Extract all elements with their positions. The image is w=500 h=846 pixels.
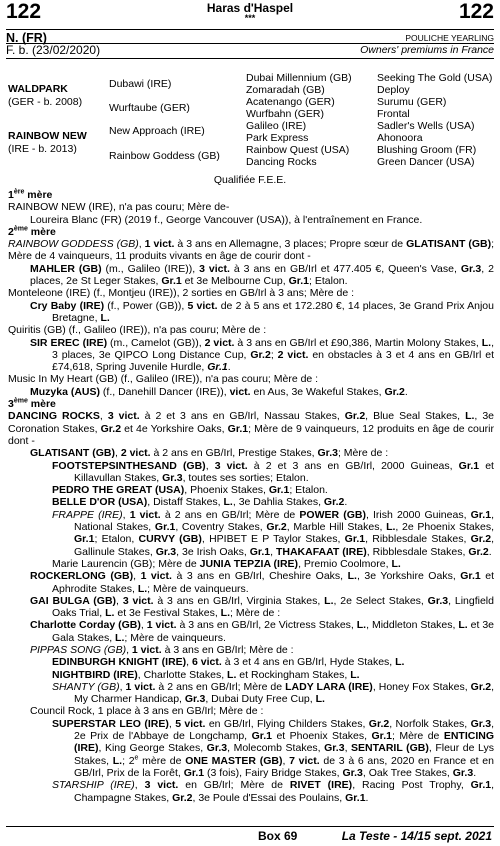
pedigree-gen4-5: Sadler's Wells (USA): [377, 120, 475, 132]
horse-name: N. (FR): [6, 31, 47, 45]
pedigree-gen3-5: Galileo (IRE): [246, 120, 307, 132]
produce-entry: EDINBURGH KNIGHT (IRE), 6 vict. à 3 et 4 ans en GB/Irl, Hyde Stakes, L.: [52, 656, 405, 669]
footer-divider: [6, 826, 494, 827]
pedigree-gen3-6: Park Express: [246, 132, 309, 144]
qualification-note: Qualifiée F.E.E.: [213, 174, 287, 186]
produce-entry: Marie Laurencin (GB); Mère de JUNIA TEPZIA (IRE), Premio Coolmore, L.: [52, 557, 401, 570]
produce-entry: NIGHTBIRD (IRE), Charlotte Stakes, L. et Rockingham Stakes, L.: [52, 668, 360, 681]
pedigree-gen4-7: Blushing Groom (FR): [377, 144, 477, 156]
produce-entry: Council Rock, 1 place à 3 ans en GB/Irl; Mère de :: [30, 705, 264, 718]
produce-entry: Charlotte Corday (GB), 1 vict. à 3 ans en GB/Irl, 2e Victress Stakes, L., Middleton Stakes, L. et 3e Gala Stakes, L.; Mère de vainqueurs.: [30, 619, 494, 644]
pedigree-gen3-1: Dubai Millennium (GB): [246, 72, 352, 84]
produce-entry: MAHLER (GB) (m., Galileo (IRE)), 3 vict. à 3 ans en GB/Irl et 477.405 €, Queen's Vase, Gr.3, 2 places, 2e St Leger Stakes, Gr.1 et 3e Melbourne Cup, Gr.1; Etalon.: [30, 262, 494, 288]
third-dam-heading: 3ème mère: [8, 397, 56, 411]
dam-name: RAINBOW NEW: [8, 130, 87, 142]
produce-entry: Cry Baby (IRE) (f., Power (GB)), 5 vict. de 2 à 5 ans et 172.280 €, 14 places, 3e Grand Prix Anjou Bretagne, L.: [30, 299, 494, 324]
pedigree-gen3-4: Wurfbahn (GER): [246, 108, 324, 120]
produce-entry: PEDRO THE GREAT (USA), Phoenix Stakes, Gr.1; Etalon.: [52, 484, 328, 497]
produce-entry: GLATISANT (GB), 2 vict. à 2 ans en GB/Irl, Prestige Stakes, Gr.3; Mère de :: [30, 447, 389, 460]
pedigree-top-divider: [6, 58, 494, 59]
pedigree-gen4-6: Ahonoora: [377, 132, 423, 144]
sire-name: WALDPARK: [8, 83, 68, 95]
first-dam-produce: Loureira Blanc (FR) (2019 f., George Vancouver (USA)), à l'entraînement en France.: [30, 213, 423, 226]
colour-dob: F. b. (23/02/2020): [6, 43, 101, 57]
produce-entry: Music In My Heart (GB) (f., Galileo (IRE)), n'a pas couru; Mère de :: [8, 373, 319, 386]
produce-entry: SHANTY (GB), 1 vict. à 2 ans en GB/Irl; Mère de LADY LARA (IRE), Honey Fox Stakes, Gr.2, My Charmer Handicap, Gr.3, Dubai Duty Free Cup, L.: [52, 680, 495, 706]
produce-entry: SUPERSTAR LEO (IRE), 5 vict. en GB/Irl, Flying Childers Stakes, Gr.2, Norfolk Stakes, Gr.3, 2e Prix de l'Abbaye de Longchamp, Gr.1 et Phoenix Stakes, Gr.1; Mère de ENTICING (IRE), King George Stakes, Gr.3, Molecomb Stakes, Gr.3, SENTARIL (GB), Fleur de Lys Stakes, L.; 2e mère de ONE MASTER (GB), 7 vict. de 3 à 6 ans, 2020 en France et en GB/Irl, Prix de la Forêt, Gr.1 (3 fois), Fairy Bridge Stakes, Gr.3, Oak Tree Stakes, Gr.3.: [52, 717, 494, 779]
dam-dam: Rainbow Goddess (GB): [109, 150, 220, 162]
produce-entry: GAI BULGA (GB), 3 vict. à 3 ans en GB/Irl, Virginia Stakes, L., 2e Select Stakes, Gr.3, Lingfield Oaks Trial, L. et 3e Festival Stakes, L.; Mère de :: [30, 594, 494, 620]
dam-line-body: [8, 189, 494, 804]
first-dam-line: RAINBOW NEW (IRE), n'a pas couru; Mère de-: [8, 201, 230, 214]
lot-number: 122: [6, 0, 42, 23]
sale-venue-date: La Teste - 14/15 sept. 2021: [341, 829, 492, 843]
produce-entry: Muzyka (AUS) (f., Danehill Dancer (IRE)), vict. en Aus, 3e Wakeful Stakes, Gr.2.: [30, 385, 408, 398]
first-dam-heading: 1ère mère: [8, 188, 53, 201]
premiums-note: Owners' premiums in France: [360, 44, 494, 56]
produce-entry: PIPPAS SONG (GB), 1 vict. à 3 ans en GB/Irl; Mère de :: [30, 643, 294, 656]
sire-sire: Dubawi (IRE): [109, 78, 172, 90]
dam-sire: New Approach (IRE): [109, 125, 205, 137]
stud-stars: ***: [244, 13, 256, 23]
second-dam-entry: RAINBOW GODDESS (GB), 1 vict. à 3 ans en Allemagne, 3 places; Propre sœur de GLATISANT (GB); Mère de 4 vainqueurs, 11 produits vivants en âge de courir dont -: [8, 238, 494, 263]
pedigree-gen4-4: Frontal: [377, 108, 410, 120]
produce-entry: BELLE D'OR (USA), Distaff Stakes, L., 3e Dahlia Stakes, Gr.2.: [52, 496, 348, 509]
produce-entry: FOOTSTEPSINTHESAND (GB), 3 vict. à 2 et 3 ans en GB/Irl, 2000 Guineas, Gr.1 et Killavullan Stakes, Gr.3, toutes ses sorties; Etalon.: [52, 459, 494, 484]
lot-number-right: 122: [458, 0, 494, 23]
sire-info: (GER - b. 2008): [8, 96, 83, 108]
second-dam-heading: 2ème mère: [8, 225, 56, 238]
pedigree-gen3-8: Dancing Rocks: [246, 156, 317, 168]
sire-dam: Wurftaube (GER): [109, 102, 190, 114]
third-dam-entry: DANCING ROCKS, 3 vict. à 2 et 3 ans en GB/Irl, Nassau Stakes, Gr.2, Blue Seal Stakes, L., 3e Coronation Stakes, Gr.2 et 4e Yorkshire Oaks, Gr.1; Mère de 9 vainqueurs, 12 produits en âge de courir dont -: [8, 410, 494, 447]
pedigree-gen3-2: Zomaradah (GB): [246, 84, 325, 96]
produce-entry: Monteleone (IRE) (f., Montjeu (IRE)), 2 sorties en GB/Irl à 3 ans; Mère de :: [8, 287, 355, 300]
pedigree-gen3-7: Rainbow Quest (USA): [246, 144, 350, 156]
pedigree-gen4-3: Surumu (GER): [377, 96, 447, 108]
produce-entry: Quiritis (GB) (f., Galileo (IRE)), n'a pas couru; Mère de :: [8, 324, 267, 337]
dam-info: (IRE - b. 2013): [8, 143, 77, 155]
pedigree-gen4-2: Deploy: [377, 84, 410, 96]
pedigree-gen3-3: Acatenango (GER): [246, 96, 335, 108]
pedigree-gen4-1: Seeking The Gold (USA): [377, 72, 493, 84]
pedigree-gen4-8: Green Dancer (USA): [377, 156, 475, 168]
produce-entry: FRAPPE (IRE), 1 vict. à 2 ans en GB/Irl; Mère de POWER (GB), Irish 2000 Guineas, Gr.1, National Stakes, Gr.1, Coventry Stakes, Gr.2, Marble Hill Stakes, L., 2e Phoenix Stakes, Gr.1; Etalon, CURVY (GB), HPIBET E P Taylor Stakes, Gr.1, Ribblesdale Stakes, Gr.2, Gallinule Stakes, Gr.3, 3e Irish Oaks, Gr.1, THAKAFAAT (IRE), Ribblesdale Stakes, Gr.2.: [52, 508, 495, 558]
category-label: POULICHE YEARLING: [405, 33, 494, 43]
produce-entry: SIR EREC (IRE) (m., Camelot (GB)), 2 vict. à 3 ans en GB/Irl et £90,386, Martin Molony Stakes, L., 3 places, 3e QIPCO Long Distance Cup, Gr.2; 2 vict. en obstacles à 3 et 4 ans en GB/Irl et £74,618, Spring Juvenile Hurdle, Gr.1.: [30, 336, 494, 374]
box-number: Box 69: [258, 829, 298, 843]
stud-name: Haras d'Haspel: [206, 1, 294, 15]
produce-entry: ROCKERLONG (GB), 1 vict. à 3 ans en GB/Irl, Cheshire Oaks, L., 3e Yorkshire Oaks, Gr.1 et Aphrodite Stakes, L.; Mère de vainqueurs.: [30, 570, 494, 595]
header-divider: [6, 29, 494, 30]
produce-entry: STARSHIP (IRE), 3 vict. en GB/Irl; Mère de RIVET (IRE), Racing Post Trophy, Gr.1, Champagne Stakes, Gr.2, 3e Poule d'Essai des Poulains, Gr.1.: [52, 779, 494, 804]
